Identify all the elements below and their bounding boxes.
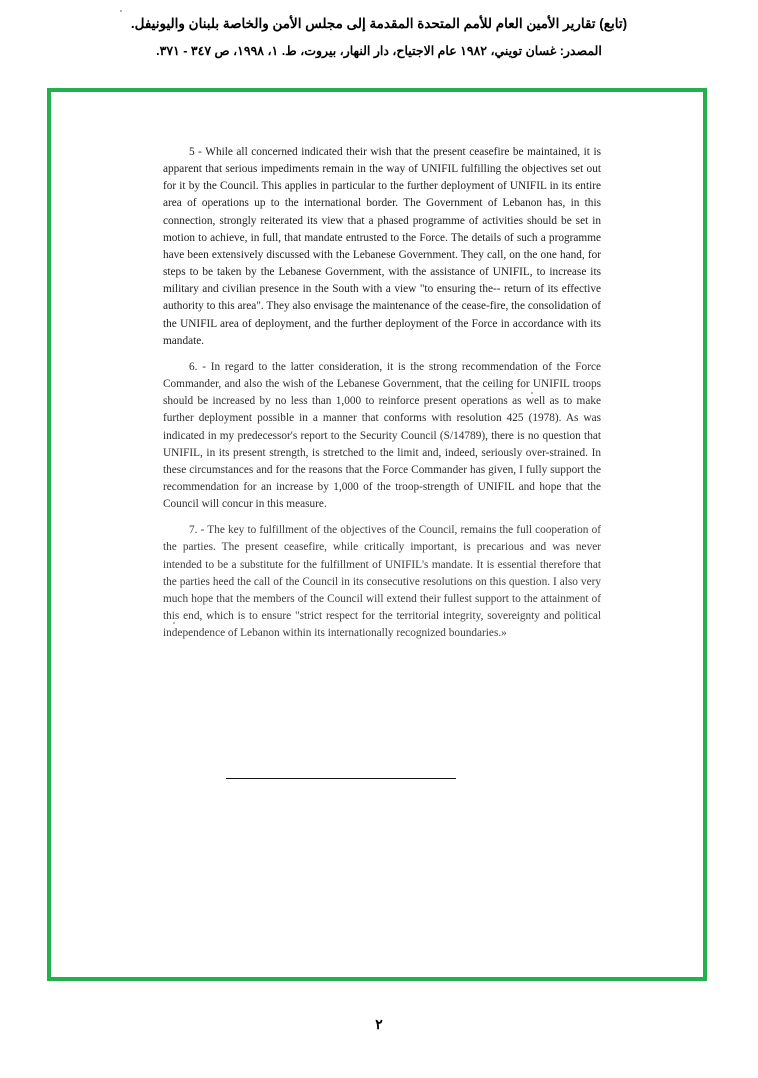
header-title: (تابع) تقارير الأمين العام للأمم المتحدة المقدمة إلى مجلس الأمن والخاصة بلبنان واليونيفل. — [130, 16, 628, 31]
paragraph-5: 5 - While all concerned indicated their wish that the present ceasefire be maintained, it is apparent that serious impediments remain in the way of UNIFIL fulfilling the objectives set out for it by the Council. This applies in particular to the further deployment of UNIFIL in its entire area of operations up to the international border. The Government of Lebanon has, in this connection, strongly reiterated its view that a phased programme of activities should be set in motion to achieve, in full, that mandate entrusted to the Force. The details of such a programme have been extensively discussed with the Lebanese Government. They call, on the one hand, for steps to be taken by the Lebanese Government, with the assistance of UNIFIL, to increase its military and civilian presence in the South with a view "to ensuring the-- return of its effective authority to this area". They also envisage the maintenance of the cease-fire, the consolidation of the UNIFIL area of deployment, and the further deployment of the Force in accordance with its mandate. — [163, 146, 601, 347]
scan-speck — [120, 10, 122, 12]
scan-speck — [531, 392, 533, 394]
footnote-divider — [226, 778, 456, 779]
scan-speck — [173, 622, 175, 624]
paragraph-6: 6. - In regard to the latter consideration, it is the strong recommendation of the Force Commander, and also the wish of the Lebanese Government, that the ceiling for UNIFIL troops should be increased by no less than 1,000 to reinforce present operations as well as to make further deployment possible in a manner that conforms with resolution 425 (1978). As was indicated in my predecessor's report to the Security Council (S/14789), there is no question that UNIFIL, in its present strength, is stretched to the limit and, indeed, seriously over-strained. In these circumstances and for the reasons that the Force Commander has given, I fully support the recommendation for an increase by 1,000 of the troop-strength of UNIFIL and hope that the Council will concur in this measure. — [163, 360, 601, 511]
document-header — [0, 14, 758, 61]
paragraph-7: 7. - The key to fulfillment of the objectives of the Council, remains the full cooperation of the parties. The present ceasefire, while critically important, is precarious and was never intended to be a substitute for the fulfillment of UNIFIL's mandate. It is essential therefore that the parties heed the call of the Council in its consecutive resolutions on this question. I also very much hope that the members of the Council will extend their fullest support to the attainment of this end, which is to ensure "strict respect for the territorial integrity, sovereignty and political independence of Lebanon within its internationally recognized boundaries.» — [163, 524, 601, 640]
header-source: المصدر: غسان تويني، ١٩٨٢ عام الاجتياح، دار النهار، بيروت، ط. ١، ١٩٩٨، ص ٣٤٧ - ٣٧١. — [156, 44, 602, 59]
document-body — [163, 144, 601, 651]
page-frame — [47, 88, 707, 981]
page-number: ٢ — [375, 1016, 383, 1032]
